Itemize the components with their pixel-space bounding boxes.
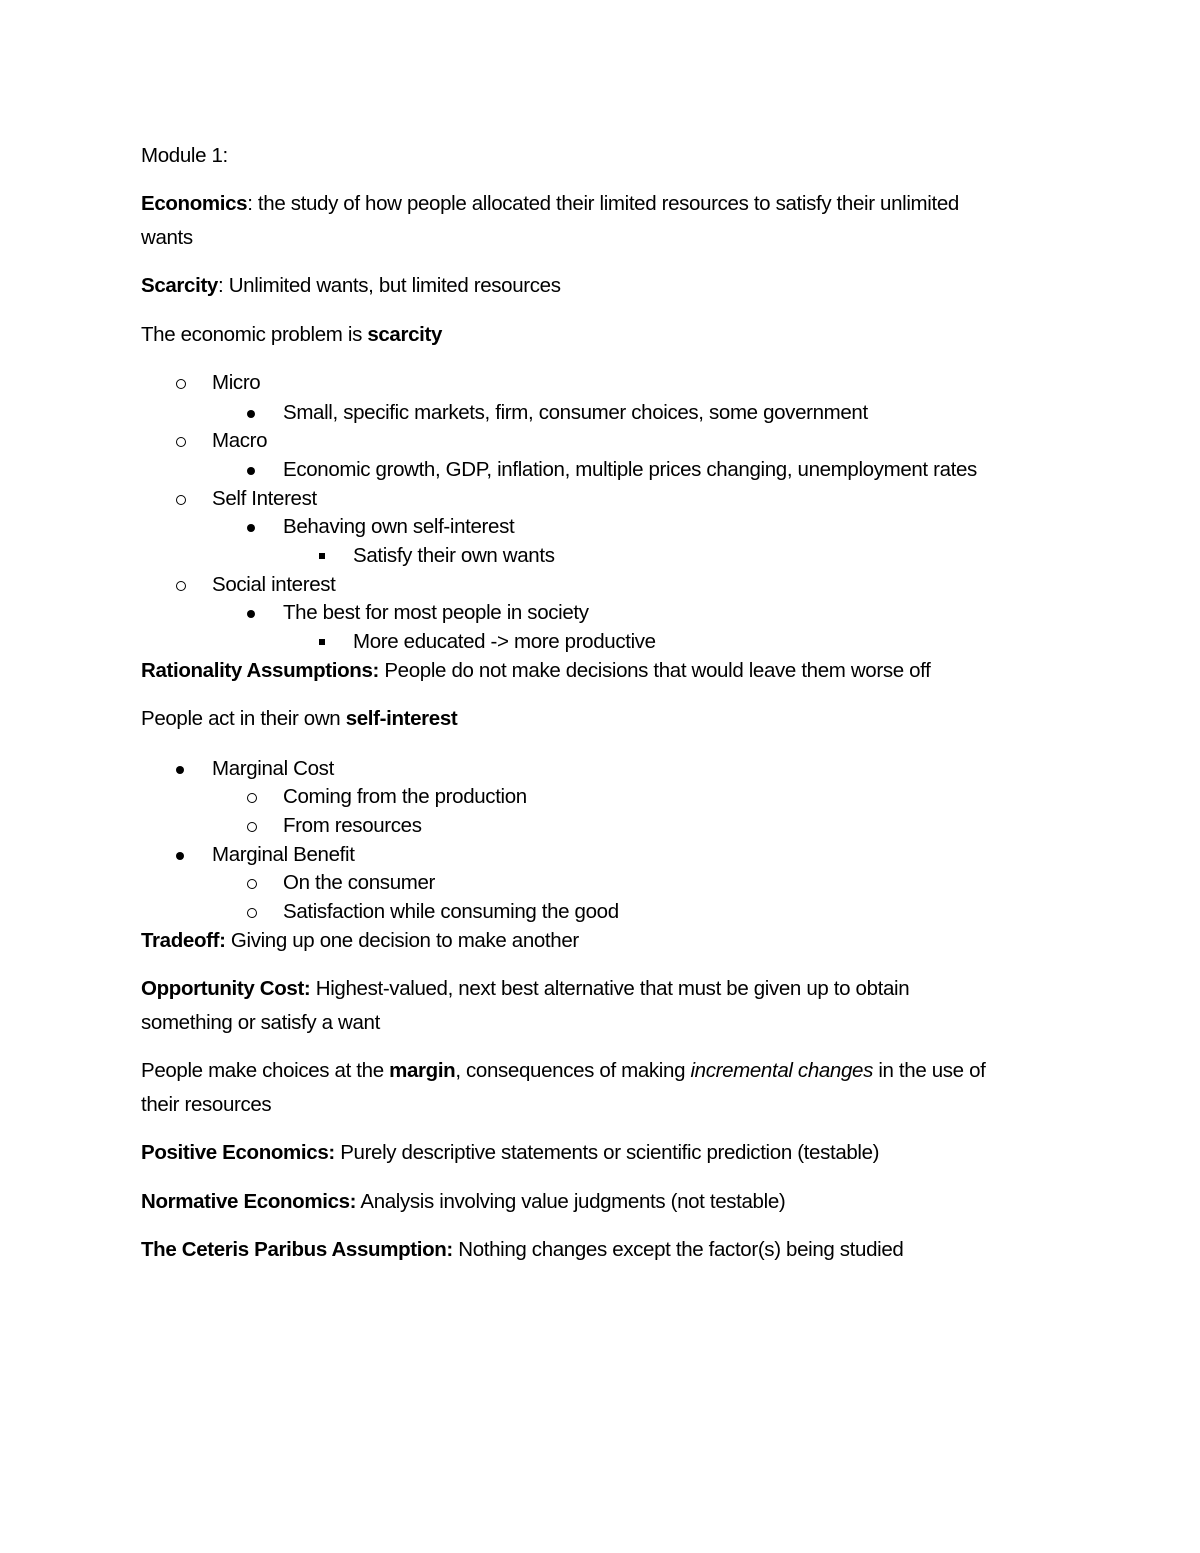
- branch-point-micro: Small, specific markets, firm, consumer choices, some government: [283, 401, 868, 424]
- hollow-bullet-icon: [247, 908, 257, 918]
- self-interest-line: [141, 706, 457, 732]
- economics-def-line2: wants: [141, 226, 193, 249]
- marginal-benefit-point-1: On the consumer: [283, 871, 435, 894]
- economic-problem-line: [141, 322, 442, 348]
- margin-suffix: in the use of: [872, 1059, 986, 1082]
- opportunity-cost-definition: [141, 976, 909, 1002]
- scarcity-sep: :: [217, 274, 224, 297]
- square-bullet-icon: [319, 553, 325, 559]
- hollow-bullet-icon: [247, 793, 257, 803]
- square-bullet-icon: [319, 639, 325, 645]
- self-interest-prefix: People act in their own: [141, 707, 346, 730]
- hollow-bullet-icon: [176, 379, 186, 389]
- opportunity-cost-term: Opportunity Cost:: [141, 977, 311, 1000]
- marginal-cost-point-2: From resources: [283, 814, 422, 837]
- marginal-label-benefit: Marginal Benefit: [212, 843, 355, 866]
- economics-definition: [141, 191, 959, 217]
- margin-prefix: People make choices at the: [141, 1059, 390, 1082]
- branch-label-micro: Micro: [212, 371, 261, 394]
- margin-line: [141, 1058, 985, 1084]
- bullet-icon: [176, 852, 184, 860]
- branch-subpoint-social-interest: More educated -> more productive: [353, 630, 656, 653]
- branch-point-self-interest: Behaving own self-interest: [283, 515, 515, 538]
- economics-sep: :: [247, 192, 253, 215]
- hollow-bullet-icon: [247, 879, 257, 889]
- normative-term: Normative Economics:: [141, 1190, 357, 1213]
- economics-term: Economics: [141, 192, 248, 215]
- tradeoff-definition: [141, 928, 579, 954]
- marginal-cost-point-1: Coming from the production: [283, 785, 527, 808]
- margin-middle: , consequences of making: [455, 1059, 691, 1082]
- scarcity-def: Unlimited wants, but limited resources: [223, 274, 561, 297]
- rationality-term: Rationality Assumptions:: [141, 659, 380, 682]
- economic-problem-prefix: The economic problem is: [141, 323, 368, 346]
- economics-def-line1: the study of how people allocated their limited resources to satisfy their unlimited: [252, 192, 959, 215]
- normative-economics-definition: [141, 1189, 785, 1215]
- branch-label-social-interest: Social interest: [212, 573, 336, 596]
- branch-label-macro: Macro: [212, 429, 268, 452]
- positive-economics-definition: [141, 1140, 879, 1166]
- ceteris-term: The Ceteris Paribus Assumption:: [141, 1238, 453, 1261]
- hollow-bullet-icon: [176, 495, 186, 505]
- economic-problem-term: scarcity: [367, 323, 443, 346]
- tradeoff-term: Tradeoff:: [141, 929, 226, 952]
- margin-term: margin: [389, 1059, 456, 1082]
- opportunity-cost-def-line1: Highest-valued, next best alternative that must be given up to obtain: [310, 977, 910, 1000]
- branch-point-social-interest: The best for most people in society: [283, 601, 589, 624]
- margin-italic: incremental changes: [690, 1059, 873, 1082]
- bullet-icon: [247, 524, 255, 532]
- hollow-bullet-icon: [176, 581, 186, 591]
- tradeoff-def: Giving up one decision to make another: [225, 929, 579, 952]
- hollow-bullet-icon: [176, 437, 186, 447]
- bullet-icon: [176, 766, 184, 774]
- branch-label-self-interest: Self Interest: [212, 487, 317, 510]
- scarcity-term: Scarcity: [141, 274, 218, 297]
- opportunity-cost-def-line2: something or satisfy a want: [141, 1011, 380, 1034]
- scarcity-definition: [141, 273, 561, 299]
- bullet-icon: [247, 467, 255, 475]
- self-interest-term: self-interest: [345, 707, 458, 730]
- branch-subpoint-self-interest: Satisfy their own wants: [353, 544, 555, 567]
- module-heading: Module 1:: [141, 144, 228, 167]
- rationality-def: People do not make decisions that would leave them worse off: [379, 659, 931, 682]
- bullet-icon: [247, 410, 255, 418]
- hollow-bullet-icon: [247, 822, 257, 832]
- marginal-label-cost: Marginal Cost: [212, 757, 334, 780]
- branch-point-macro: Economic growth, GDP, inflation, multiple prices changing, unemployment rates: [283, 458, 977, 481]
- rationality-definition: [141, 658, 931, 684]
- bullet-icon: [247, 610, 255, 618]
- positive-term: Positive Economics:: [141, 1141, 335, 1164]
- positive-def: Purely descriptive statements or scientific prediction (testable): [334, 1141, 880, 1164]
- marginal-benefit-point-2: Satisfaction while consuming the good: [283, 900, 619, 923]
- ceteris-paribus-definition: [141, 1237, 903, 1263]
- ceteris-def: Nothing changes except the factor(s) being studied: [452, 1238, 904, 1261]
- margin-line2: their resources: [141, 1093, 272, 1116]
- normative-def: Analysis involving value judgments (not testable): [356, 1190, 786, 1213]
